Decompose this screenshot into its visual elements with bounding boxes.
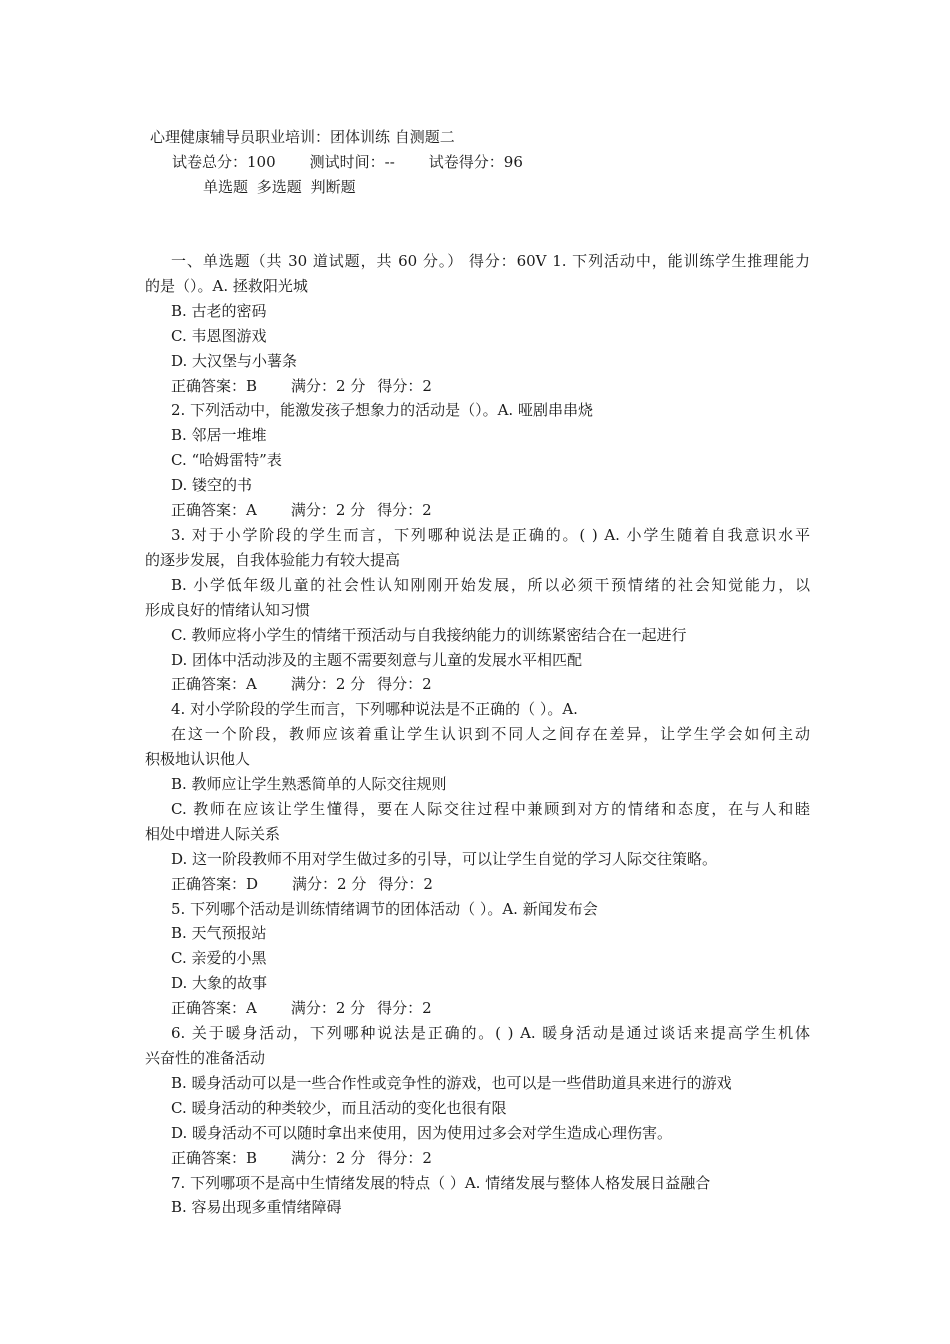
option-b: B. 邻居一堆堆 (171, 426, 267, 445)
option-b: B. 古老的密码 (171, 301, 267, 320)
question-stem-cont: 的是（）。A. 拯救阳光城 (145, 276, 308, 295)
option-d: D. 镂空的书 (171, 476, 253, 495)
question-stem: 3. 对于小学阶段的学生而言，下列哪种说法是正确的。( ) A. 小学生随着自我意识水平 (171, 525, 810, 544)
full-marks: 满分：2 分 (290, 999, 366, 1018)
question-score: 得分：2 (377, 675, 432, 694)
full-marks: 满分：2 分 (290, 501, 366, 520)
question-stem-cont: 兴奋性的准备活动 (145, 1049, 266, 1067)
question-score: 得分：2 (377, 999, 432, 1018)
question-stem: 1. 下列活动中，能训练学生推理能力 (552, 252, 810, 270)
answer-line (145, 498, 810, 523)
option-d: D. 暖身活动不可以随时拿出来使用，因为使用过多会对学生造成心理伤害。 (171, 1123, 673, 1142)
option-a-cont: 积极地认识他人 (145, 750, 251, 769)
option-b: B. 教师应让学生熟悉简单的人际交往规则 (171, 775, 447, 794)
option-b: B. 天气预报站 (171, 924, 267, 943)
question-list (145, 249, 810, 1220)
answer-line (145, 1146, 810, 1171)
option-c-cont: 相处中增进人际关系 (145, 824, 281, 843)
tab-single-choice[interactable]: 单选题 (203, 178, 249, 196)
option-b: B. 容易出现多重情绪障碍 (171, 1198, 342, 1217)
option-b: B. 小学低年级儿童的社会性认知刚刚开始发展，所以必须干预情绪的社会知觉能力，以 (171, 575, 810, 594)
option-c: C. 亲爱的小黑 (171, 949, 267, 968)
correct-answer: 正确答案：A (171, 999, 257, 1018)
correct-answer: 正确答案：A (171, 675, 257, 694)
option-c: C. “哈姆雷特”表 (171, 451, 282, 470)
option-c: C. 韦恩图游戏 (171, 326, 267, 345)
question-stem: 4. 对小学阶段的学生而言，下列哪种说法是不正确的（ ）。A. (171, 700, 578, 719)
correct-answer: 正确答案：D (171, 874, 259, 893)
total-score: 试卷总分：100 (172, 153, 276, 171)
question-stem: 2. 下列活动中，能激发孩子想象力的活动是（）。A. 哑剧串串烧 (171, 401, 593, 420)
question-score: 得分：2 (377, 1148, 432, 1167)
question-score: 得分：2 (377, 376, 432, 395)
test-time: 测试时间：-- (309, 153, 395, 171)
got-score: 试卷得分：96 (428, 153, 523, 171)
page-title: 心理健康辅导员职业培训：团体训练 自测题二 (150, 128, 455, 146)
answer-line (145, 996, 810, 1021)
question-stem: 7. 下列哪项不是高中生情绪发展的特点（ ）A. 情绪发展与整体人格发展日益融合 (171, 1173, 711, 1192)
full-marks: 满分：2 分 (291, 1148, 366, 1167)
section-score: 得分：60V (468, 252, 547, 270)
option-d: D. 团体中活动涉及的主题不需要刻意与儿童的发展水平相匹配 (171, 650, 583, 669)
option-d: D. 大汉堡与小薯条 (171, 351, 298, 370)
question-stem: 6. 关于暖身活动，下列哪种说法是正确的。( ) A. 暖身活动是通过谈话来提高学生机体 (171, 1024, 810, 1043)
question-score: 得分：2 (378, 874, 433, 893)
full-marks: 满分：2 分 (292, 874, 367, 893)
correct-answer: 正确答案：B (171, 376, 258, 395)
option-b-cont: 形成良好的情绪认知习惯 (145, 600, 311, 619)
option-c: C. 教师应将小学生的情绪干预活动与自我接纳能力的训练紧密结合在一起进行 (171, 625, 687, 644)
answer-line (145, 872, 810, 897)
correct-answer: 正确答案：A (171, 501, 257, 520)
option-c: C. 教师在应该让学生懂得，要在人际交往过程中兼顾到对方的情绪和态度，在与人和睦 (171, 799, 810, 818)
option-d: D. 大象的故事 (171, 974, 268, 993)
full-marks: 满分：2 分 (290, 675, 366, 694)
correct-answer: 正确答案：B (171, 1148, 258, 1167)
answer-line (145, 672, 810, 697)
section-header-line (145, 249, 810, 274)
question-stem: 5. 下列哪个活动是训练情绪调节的团体活动（ ）。A. 新闻发布会 (171, 899, 598, 918)
section-intro: 一、单选题（共 30 道试题，共 60 分。） (171, 252, 464, 270)
question-type-tabs (203, 175, 360, 200)
question-stem-cont: 的逐步发展，自我体验能力有较大提高 (145, 550, 401, 569)
option-c: C. 暖身活动的种类较少，而且活动的变化也很有限 (171, 1098, 507, 1117)
tab-multiple-choice[interactable]: 多选题 (256, 178, 302, 196)
answer-line (145, 374, 810, 399)
full-marks: 满分：2 分 (291, 376, 366, 395)
option-d: D. 这一阶段教师不用对学生做过多的引导，可以让学生自觉的学习人际交往策略。 (171, 849, 718, 868)
tab-true-false[interactable]: 判断题 (310, 178, 356, 196)
option-b: B. 暖身活动可以是一些合作性或竞争性的游戏，也可以是一些借助道具来进行的游戏 (171, 1073, 732, 1092)
exam-meta (172, 150, 557, 175)
question-score: 得分：2 (377, 501, 432, 520)
option-a: 在这一个阶段，教师应该着重让学生认识到不同人之间存在差异，让学生学会如何主动 (171, 725, 810, 744)
